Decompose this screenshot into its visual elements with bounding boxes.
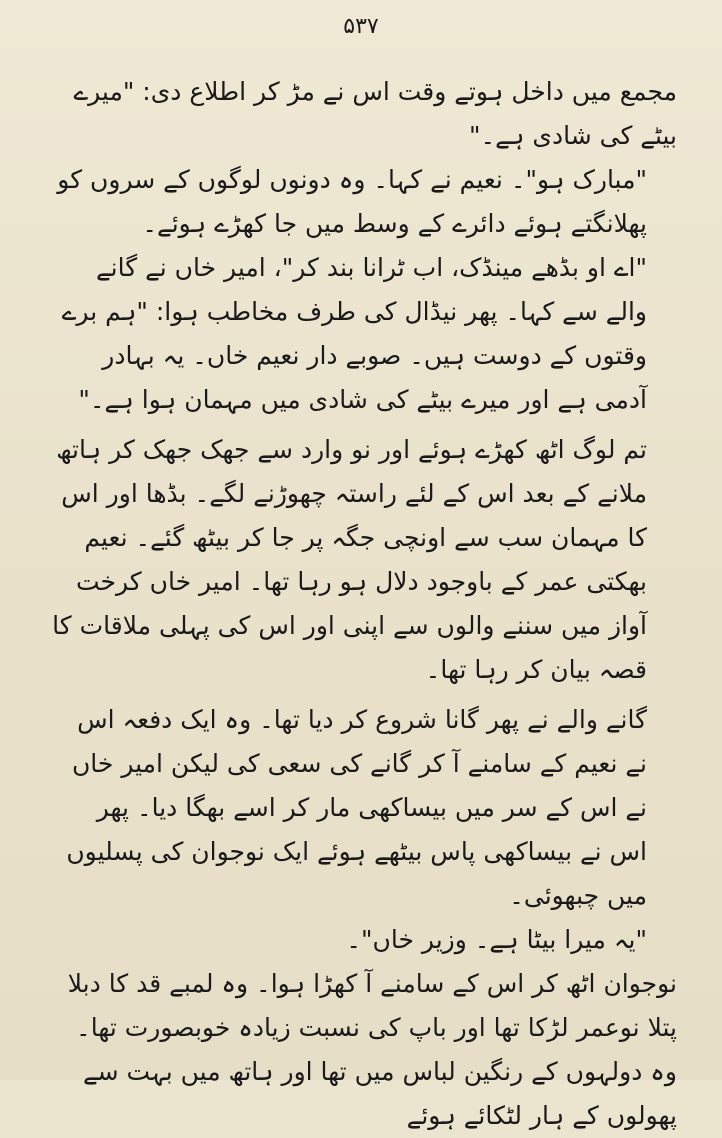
paragraph-4: تم لوگ اٹھ کھڑے ہوئے اور نو وارد سے جھک جھک کر ہاتھ ملانے کے بعد اس کے لئے راستہ چھوڑنے لگے۔ بڈھا اور اس کا مہمان سب سے اونچی جگہ پر جا کر بیٹھ گئے۔ نعیم بھکتی عمر کے باوجود دلال ہو رہا تھا۔ امیر خاں کرخت آواز میں سننے والوں سے اپنی اور اس کی پہلی ملاقات کا قصہ بیان کر رہا تھا۔	[52, 435, 647, 684]
paragraph-1: مجمع میں داخل ہوتے وقت اس نے مڑ کر اطلاع دی: "میرے بیٹے کی شادی ہے۔"	[73, 77, 677, 150]
paragraph-3: "اے او بڈھے مینڈک، اب ٹرانا بند کر"، امیر خاں نے گانے والے سے کہا۔ پھر نیڈال کی طرف مخاطب ہوا: "ہم برے وقتوں کے دوست ہیں۔ صوبے دار نعیم خاں۔ یہ بہادر آدمی ہے اور میرے بیٹے کی شادی میں مہمان ہوا ہے۔"	[61, 253, 647, 414]
paragraph-5: گانے والے نے پھر گانا شروع کر دیا تھا۔ وہ ایک دفعہ اس نے نعیم کے سامنے آ کر گانے کی سعی کی لیکن امیر خاں نے اس کے سر میں بیساکھی مار کر اسے بھگا دیا۔ پھر اس نے بیساکھی پاس بیٹھے ہوئے ایک نوجوان کی پسلیوں میں چبھوئی۔	[66, 705, 647, 910]
page-number: ۵۳۷	[343, 14, 379, 39]
paragraph-7: نوجوان اٹھ کر اس کے سامنے آ کھڑا ہوا۔ وہ لمبے قد کا دبلا پتلا نوعمر لڑکا تھا اور باپ کی نسبت زیادہ خوبصورت تھا۔ وہ دولہوں کے رنگین لباس میں تھا اور ہاتھ میں بہت سے پھولوں کے ہار لٹکائے ہوئے	[67, 969, 677, 1130]
page-body-text	[52, 70, 677, 1138]
paragraph-2: "مبارک ہو"۔ نعیم نے کہا۔ وہ دونوں لوگوں کے سروں کو پھلانگتے ہوئے دائرے کے وسط میں جا کھڑے ہوئے۔	[57, 165, 647, 238]
paragraph-6: "یہ میرا بیٹا ہے۔ وزیر خاں"۔	[346, 925, 647, 954]
